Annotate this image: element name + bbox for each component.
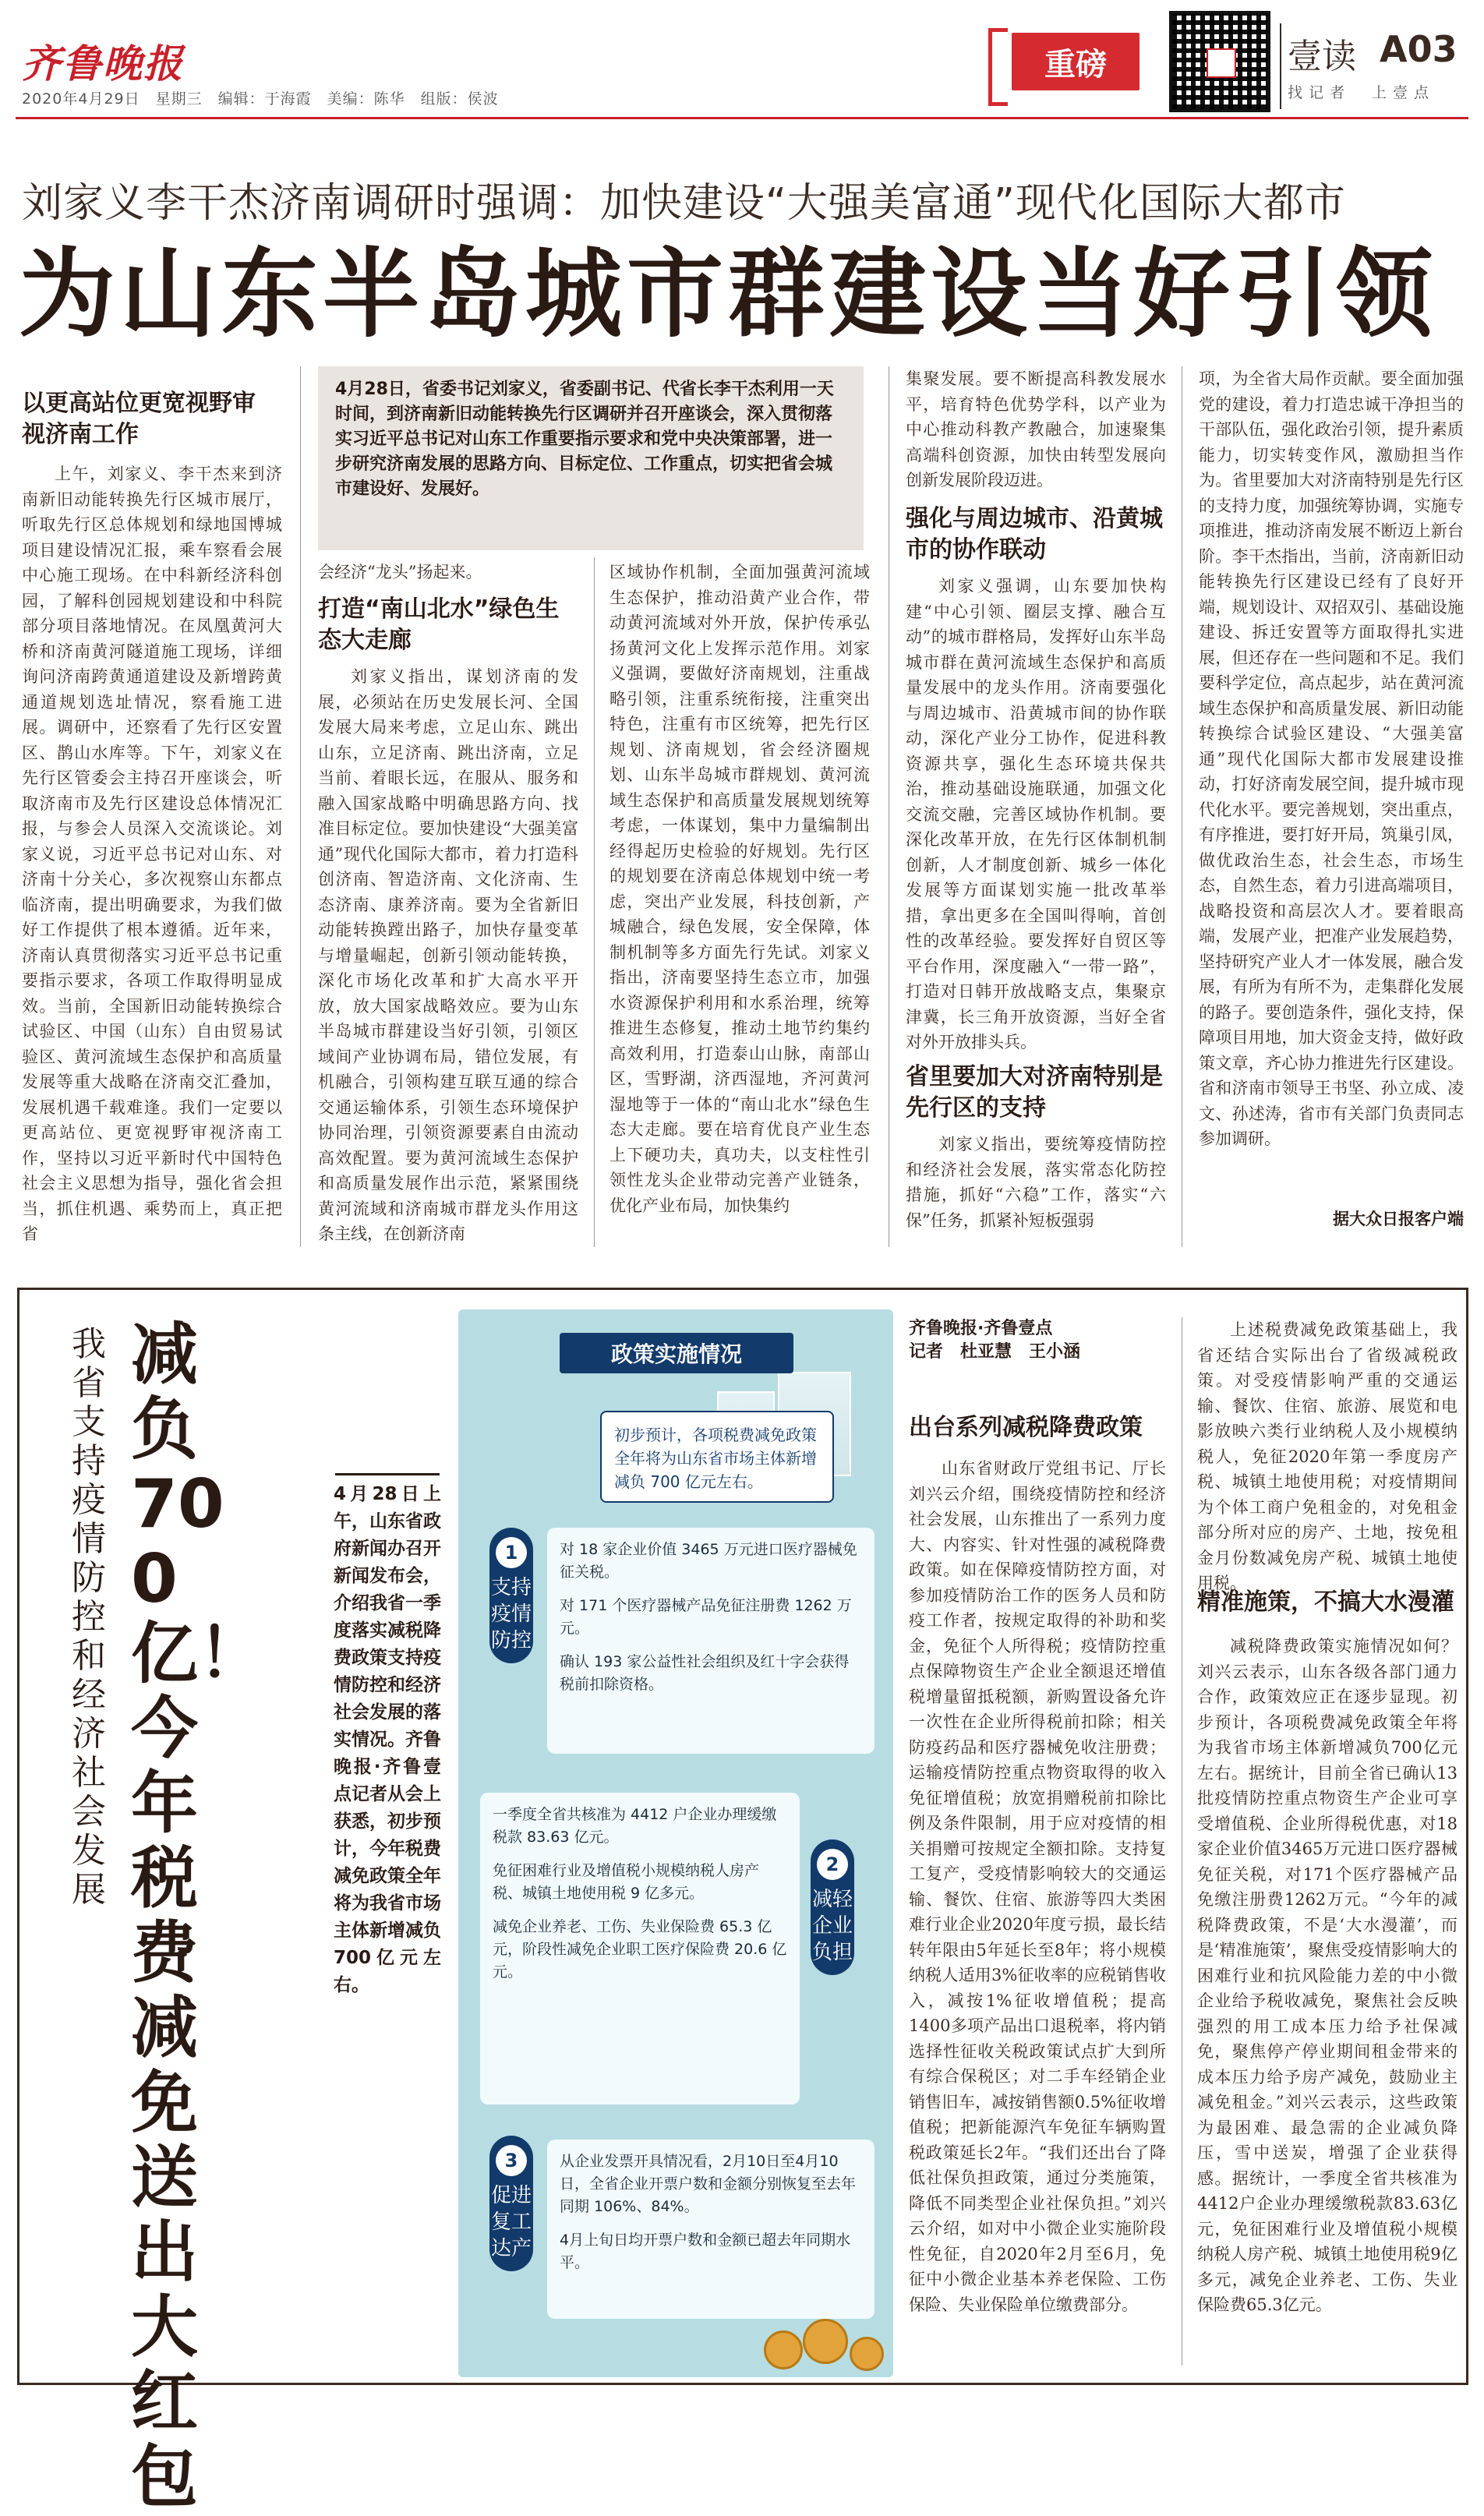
story1-column-4-bottom: 刘家义指出，要统筹疫情防控和经济社会发展，落实常态化防控措施，抓好“六稳”工作，落实“六保”任务，抓紧补短板强弱 [906,1135,1166,1230]
infographic-section-3 [547,2140,874,2319]
issue-meta: 2020年4月29日 星期三 编辑：于海霞 美编：陈华 组版：侯波 [22,90,499,108]
story2-column-b-top: 上述税费减免政策基础上，我省还结合实际出台了省级减税政策。对受疫情影响严重的交通运输、餐饮、住宿、旅游、展览和电影放映六类行业纳税人及小规模纳税人，免征2020年第一季度房产税、城镇土地使用税；对疫情期间为个体工商户免租金的，对免租金部分所对应的房产、土地，按免租金月份数减免房产税、城镇土地使用税。 [1197,1320,1458,1592]
info-point: 确认 193 家公益性社会组织及红十字会获得税前扣除资格。 [560,1653,850,1693]
info-point: 4月上旬日均开票户数和金额已超去年同期水平。 [560,2232,851,2271]
story1-column-4-top: 集聚发展。要不断提高科教发展水平，培育特色优势学科，以产业为中心推动科教产教融合，加速聚集高端科创资源，加快由转型发展向创新发展阶段迈进。 [906,369,1166,489]
badge-label: 促进复工达产 [490,2184,532,2260]
newspaper-logo: 齐鲁晚报 [22,41,184,87]
section-name: 壹读 [1288,37,1356,76]
infographic-section-2 [480,1793,800,2104]
badge-label: 支持疫情防控 [490,1576,532,1652]
story1-column-3: 区域协作机制，全面加强黄河流域生态保护，推动沿黄产业合作，带动黄河流域对外开放，保护传承弘扬黄河文化上发挥示范作用。刘家义强调，要做好济南规划，注重战略引领，注重系统衔接，注重突出特色，注重有市区统筹，把先行区规划、济南规划，省会经济圈规划、山东半岛城市群规划、黄河流域生态保护和高质量发展规划统筹考虑，一体谋划，集中力量编制出经得起历史检验的好规划。先行区的规划要在济南总体规划中统一考虑，突出产业发展，科技创新，产城融合，绿色发展，安全保障，体制机制等多方面先行先试。刘家义指出，济南要坚持生态立市，加强水资源保护利用和水系治理，统筹推进生态修复，推动土地节约集约高效利用，打造泰山山脉，南部山区，雪野湖，济西湿地，齐河黄河湿地等于一体的“南山北水”绿色生态大走廊。要在培育优良产业生态上下硬功夫，真功夫，以支柱性引领性龙头企业带动完善产业链条，优化产业布局，加快集约 [610,563,870,1215]
coin-icon [850,2337,884,2371]
info-point: 免征困难行业及增值税小规模纳税人房产税、城镇土地使用税 9 亿多元。 [493,1862,760,1902]
info-point: 对 171 个医疗器械产品免征注册费 1262 万元。 [560,1597,852,1637]
story2-vertical-subheadline: 我省支持疫情防控和经济社会发展 [72,1324,106,1910]
story1-headline: 为山东半岛城市群建设当好引领 [19,239,1438,351]
story2-section-title-2: 精准施策，不搞大水漫灌 [1197,1588,1454,1616]
masthead-rule [16,117,1468,119]
infographic-title: 政策实施情况 [560,1333,793,1373]
qr-code-logo-icon [1207,48,1236,78]
header-divider [1280,23,1281,109]
story1-section-title-1: 以更高站位更宽视野审视济南工作 [22,390,256,448]
badge-number: 2 [817,1849,848,1880]
story1-lead-box: 4月28日，省委书记刘家义，省委副书记、代省长李干杰利用一天时间，到济南新旧动能转换先行区调研并召开座谈会，深入贯彻落实习近平总书记对山东工作重要指示要求和党中央决策部署，进一步研究济南发展的思路方向、目标定位、工作重点，切实把省会城市建设好、发展好。 [318,366,864,550]
story2-reporters: 记者 杜亚慧 王小涵 [909,1342,1081,1362]
story2-lead: 4月28日上午，山东省政府新闻办召开新闻发布会，介绍我省一季度落实减税降费政策支持疫情防控和经济社会发展的落实情况。齐鲁晚报·齐鲁壹点记者从会上获悉，初步预计，今年税费减免政策全年将为我省市场主体新增减负700亿元左右。 [334,1484,441,1995]
info-point: 一季度全省共核准为 4412 户企业办理缓缴税款 83.63 亿元。 [493,1806,777,1846]
infographic-section-1 [547,1528,874,1754]
infographic-badge-2 [811,1839,854,1975]
story1-column-4-mid: 刘家义强调，山东要加快构建“中心引领、圈层支撑、融合互动”的城市群格局，发挥好山东半岛城市群在黄河流域生态保护和高质量发展中的龙头作用。济南要强化与周边城市、沿黄城市间的协作联动，深化产业分工协作，促进科教资源共享，强化生态环境共保共治，推动基础设施联通，加强文化交流交融，完善区域协作机制。要深化改革开放，在先行区体制机制创新，人才制度创新、城乡一体化发展等方面谋划实施一批改革举措，拿出更多在全国叫得响，首创性的改革经验。要发挥好自贸区等平台作用，深度融入“一带一路”，打造对日韩开放战略支点，集聚京津冀，长三角开放资源，当好全省对外开放排头兵。 [906,577,1166,1051]
story2-column-a: 山东省财政厅党组书记、厅长刘兴云介绍，围绕疫情防控和经济社会发展，山东推出了一系列力度大、内容实、针对性强的减税降费政策。如在保障疫情防控方面，对参加疫情防治工作的医务人员和防疫工作者，按规定取得的补助和奖金，免征个人所得税；疫情防控重点保障物资生产企业全额退还增值税增量留抵税额，新购置设备允许一次性在企业所得税前扣除；相关防疫药品和医疗器械免收注册费；运输疫情防控重点物资取得的收入免征增值税；放宽捐赠税前扣除比例及条件限制，用于应对疫情的相关捐赠可按规定全额扣除。支持复工复产，受疫情影响较大的交通运输、餐饮、住宿、旅游等四大类困难行业企业2020年度亏损，最长结转年限由5年延长至8年；将小规模纳税人适用3%征收率的应税销售收入，减按1%征收增值税；提高1400多项产品出口退税率，将内销选择性征收关税政策试点扩大到所有综合保税区；对二手车经销企业销售旧车，减按销售额0.5%征收增值税；把新能源汽车免征车辆购置税政策延长2年。“我们还出台了降低社保负担政策，通过分类施策，降低不同类型企业社保负担。”刘兴云介绍，如对中小微企业实施阶段性免征，自2020年2月至6月，免征中小微企业基本养老保险、工伤保险、失业保险单位缴费部分。 [909,1459,1166,2314]
column-divider [300,366,301,1247]
story1-section-title-4: 省里要加大对济南特别是先行区的支持 [906,1063,1163,1122]
story1-section-title-2: 打造“南山北水”绿色生态大走廊 [318,595,560,654]
story2-column-b: 减税降费政策实施情况如何？刘兴云表示，山东各级各部门通力合作，政策效应正在逐步显现。初步预计，各项税费减免政策全年将为我省市场主体新增减负700亿元左右。据统计，目前全省已确认13批疫情防控重点物资生产企业可享受增值税、企业所得税优惠，对18家企业价值3465万元进口医疗器械免征关税，对171个医疗器械产品免缴注册费1262万元。“今年的减税降费政策，不是‘大水漫灌’，而是‘精准施策’，聚焦受疫情影响大的困难行业和抗风险能力差的中小微企业给予税收减免，聚焦社会反映强烈的用工成本压力给予社保减免，聚焦停产停业期间租金带来的成本压力给予房产减免，鼓励业主减免租金。”刘兴云表示，这些政策为最困难、最急需的企业减负降压，雪中送炭，增强了企业获得感。据统计，一季度全省共核准为4412户企业办理缓缴税款83.63亿元，免征困难行业及增值税小规模纳税人房产税、城镇土地使用税9亿多元，减免企业养老、工伤、失业保险费65.3亿元。 [1197,1637,1458,2314]
story1-subheadline: 刘家义李干杰济南调研时强调：加快建设“大强美富通”现代化国际大都市 [22,180,1346,227]
infographic-callout: 初步预计，各项税费减免政策全年将为山东省市场主体新增减负 700 亿元左右。 [600,1411,834,1503]
badge-bracket [988,28,1008,106]
story1-column-2-top: 会经济“龙头”扬起来。 [318,563,482,581]
column-divider [594,557,595,1247]
story1-column-5: 项，为全省大局作贡献。要全面加强党的建设，着力打造忠诚干净担当的干部队伍，强化政治引领，提升素质能力，切实转变作风，激励担当作为。省里要加大对济南特别是先行区的支持力度，加强统筹协调，实施专项推进，推动济南发展不断迈上新台阶。李干杰指出，当前，济南新旧动能转换先行区建设已经有了良好开端，规划设计、双招双引、基础设施建设、拆迁安置等方面取得扎实进展，但还存在一些问题和不足。我们要科学定位，高点起步，站在黄河流域生态保护和高质量发展、新旧动能转换综合试验区建设、“大强美富通”现代化国际大都市发展建设推动，打好济南发展空间，提升城市现代化水平。要完善规划，突出重点，有序推进，要打好开局，筑巢引凤，做优政治生态，社会生态，市场生态，自然生态，着力引进高端项目，战略投资和高层次人才。要着眼高端，发展产业，把准产业发展趋势，坚持研究产业人才一体发展，融合发展，有所为有所不为，走集群化发展的路子。要创造条件，强化支持，保障项目用地，加大资金支持，做好政策文章，齐心协力推进先行区建设。省和济南市领导王书坚、孙立成、凌文、孙述涛，省市有关部门负责同志参加调研。 [1199,369,1464,1148]
info-point: 对 18 家企业价值 3465 万元进口医疗器械免征关税。 [560,1541,857,1581]
story1-section-title-3: 强化与周边城市、沿黄城市的协作联动 [906,505,1163,564]
infographic-badge-1 [489,1528,533,1663]
info-point: 减免企业养老、工伤、失业保险费 65.3 亿元，阶段性减免企业职工医疗保险费 20.6 亿元。 [493,1918,787,1981]
section-tagline: 找记者 上壹点 [1288,84,1436,101]
badge-number: 1 [496,1537,527,1568]
coin-icon [803,2319,848,2364]
badge-label: 减轻企业负担 [811,1888,853,1964]
info-point: 从企业发票开具情况看，2月10日至4月10日，全省企业开票户数和金额分别恢复至去年同期 106%、84%。 [560,2153,857,2215]
story2-vertical-headline: 减负700亿！今年税费减免送出大红包 [131,1316,265,2516]
story2-section-title-1: 出台系列减税降费政策 [909,1414,1143,1441]
coin-icon [764,2330,803,2369]
section-badge: 重磅 [1012,33,1140,90]
story2-source: 齐鲁晚报·齐鲁壹点 [909,1319,1053,1338]
lead-rule [335,1473,440,1475]
infographic-badge-3 [489,2136,533,2271]
badge-number: 3 [496,2145,527,2176]
story1-credit: 据大众日报客户端 [1333,1210,1464,1228]
story1-column-2: 刘家义指出，谋划济南的发展，必须站在历史发展长河、全国发展大局来考虑，立足山东、跳出山东，立足济南、跳出济南，立足当前、着眼长远，在服从、服务和融入国家战略中明确思路方向、找准目标定位。要加快建设“大强美富通”现代化国际大都市，着力打造科创济南、智造济南、文化济南、生态济南、康养济南。要为全省新旧动能转换蹚出路子，加快存量变革与增量崛起，创新引领动能转换，深化市场化改革和扩大高水平开放，放大国家战略效应。要为山东半岛城市群建设当好引领，引领区域间产业协调布局，错位发展，有机融合，引领构建互联互通的综合交通运输体系，引领生态环境保护协同治理，引领资源要素自由流动高效配置。要为黄河流域生态保护和高质量发展作出示范，紧紧围绕黄河流域和济南城市群龙头作用这条主线，在创新济南 [318,667,578,1243]
story1-column-1: 上午，刘家义、李干杰来到济南新旧动能转换先行区城市展厅，听取先行区总体规划和绿地国博城项目建设情况汇报，乘车察看会展中心施工现场。在中科新经济科创园，了解科创园规划建设和中科院部分项目落地情况。在凤凰黄河大桥和济南黄河隧道施工现场，详细询问济南跨黄通道建设及新增跨黄通道规划选址情况，察看施工进展。调研中，还察看了先行区安置区、鹊山水库等。下午，刘家义在先行区管委会主持召开座谈会，听取济南市及先行区建设总体情况汇报，与参会人员深入交流谈论。刘家义说，习近平总书记对山东、对济南十分关心，多次视察山东都点临济南，提出明确要求，为我们做好工作提供了根本遵循。近年来，济南认真贯彻落实习近平总书记重要指示要求，各项工作取得明显成效。当前，全国新旧动能转换综合试验区、中国（山东）自由贸易试验区、黄河流域生态保护和高质量发展等重大战略在济南交汇叠加，发展机遇千载难逢。我们一定要以更高站位、更宽视野审视济南工作，坚持以习近平新时代中国特色社会主义思想为指导，强化省会担当，抓住机遇、乘势而上，真正把省 [22,465,282,1243]
page-number: A03 [1380,28,1458,70]
